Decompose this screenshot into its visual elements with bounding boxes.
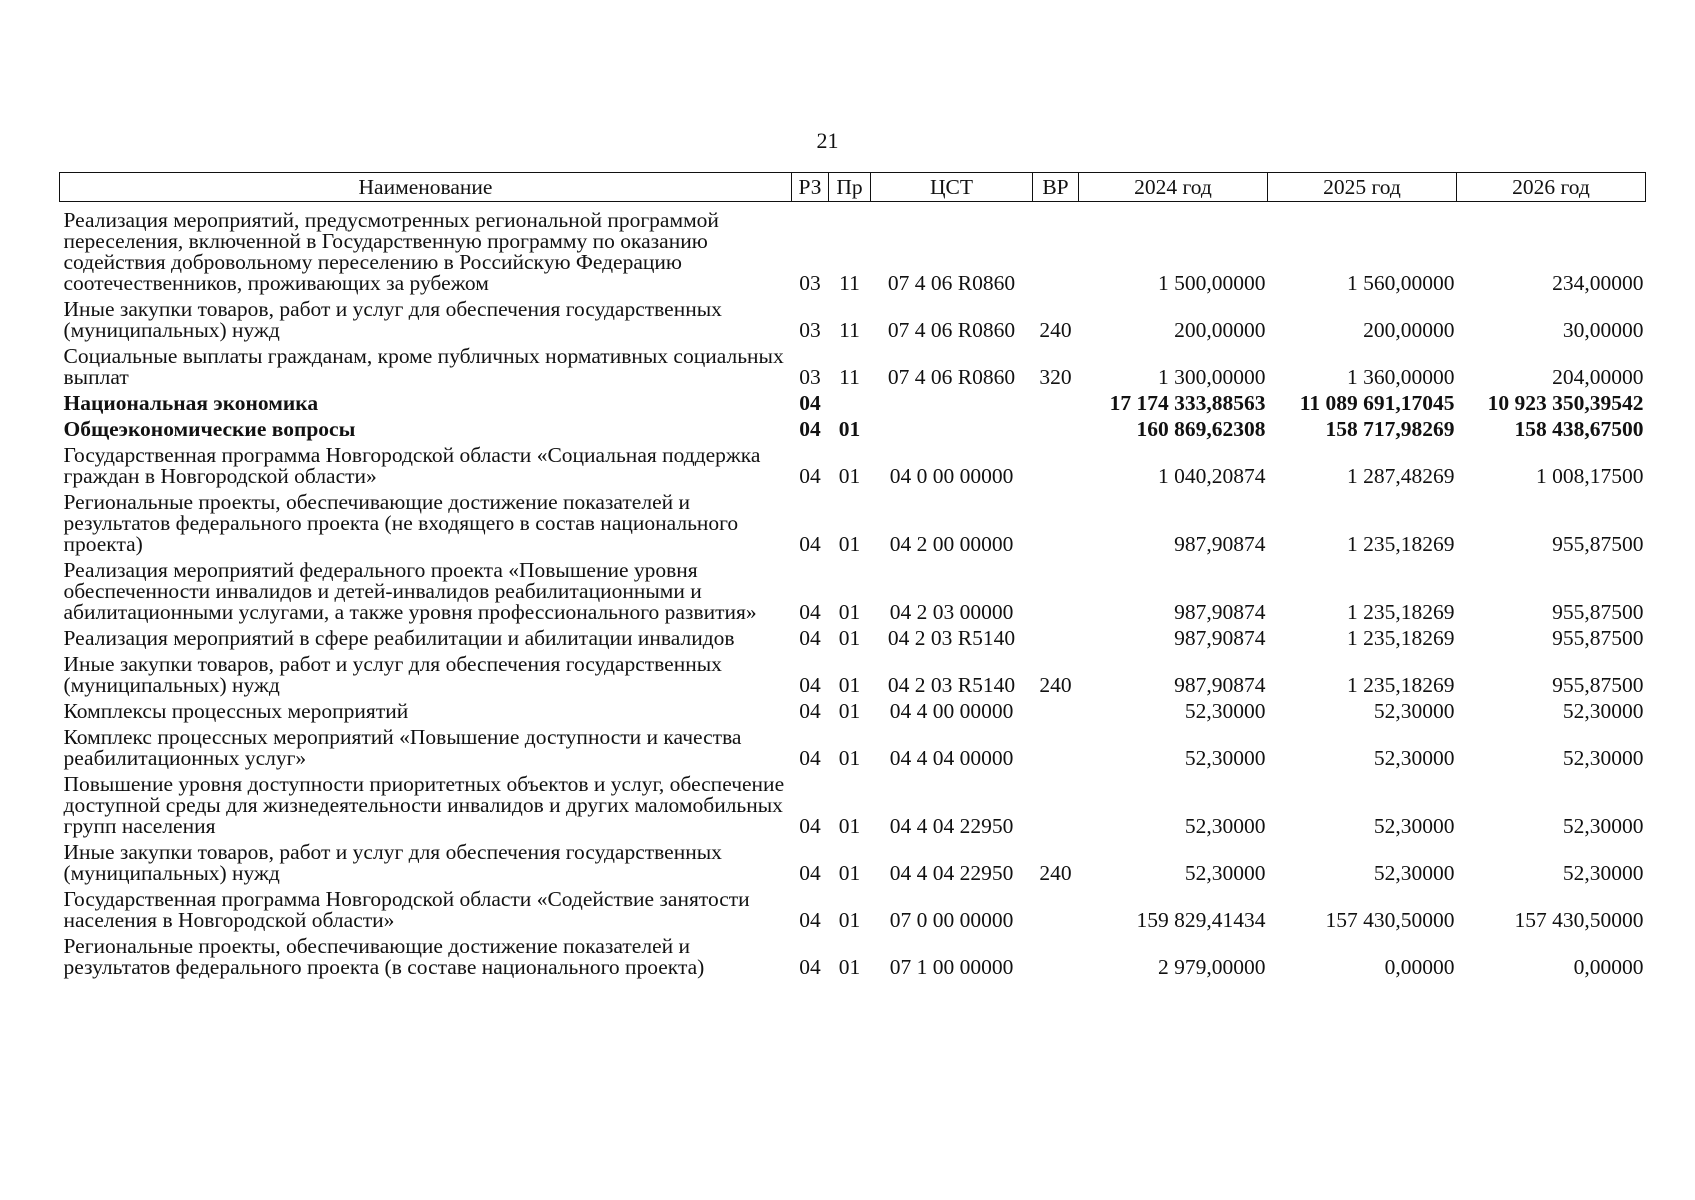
row-pr: 01 — [838, 464, 861, 488]
row-name: Общеэкономические вопросы — [63, 417, 356, 441]
row-rz: 04 — [799, 699, 821, 723]
row-amount-2024: 987,90874 — [1174, 532, 1266, 556]
row-amount-2025: 1 235,18269 — [1347, 673, 1455, 697]
row-rz: 04 — [799, 417, 821, 441]
row-amount-2026: 955,87500 — [1552, 600, 1644, 624]
row-amount-2024: 52,30000 — [1184, 861, 1266, 885]
row-vr: 240 — [1039, 318, 1072, 342]
row-amount-2026: 955,87500 — [1552, 673, 1644, 697]
row-amount-2026: 955,87500 — [1552, 532, 1644, 556]
row-amount-2024: 987,90874 — [1174, 626, 1266, 650]
row-rz: 04 — [799, 464, 821, 488]
row-amount-2026: 234,00000 — [1552, 271, 1644, 295]
row-cst: 04 2 03 R5140 — [887, 626, 1016, 650]
row-pr: 01 — [838, 746, 861, 770]
row-amount-2026: 52,30000 — [1562, 746, 1644, 770]
row-amount-2026: 52,30000 — [1562, 861, 1644, 885]
row-name: Комплекс процессных мероприятий «Повышение доступности и качества реабилитационных услуг» — [63, 725, 742, 770]
table-row — [60, 294, 1646, 341]
table-row — [60, 440, 1646, 487]
row-amount-2025: 1 560,00000 — [1347, 271, 1455, 295]
row-vr: 240 — [1039, 673, 1072, 697]
row-amount-2025: 0,00000 — [1384, 955, 1455, 979]
row-amount-2026: 52,30000 — [1562, 699, 1644, 723]
row-vr — [1033, 769, 1079, 837]
row-pr: 01 — [838, 417, 861, 441]
table-header — [60, 173, 1646, 202]
row-cst: 04 4 04 22950 — [889, 814, 1014, 838]
table-row — [60, 202, 1646, 295]
row-vr: 320 — [1039, 365, 1072, 389]
row-vr — [1033, 884, 1079, 931]
header-pr: Пр — [829, 173, 871, 202]
row-amount-2025: 52,30000 — [1373, 699, 1455, 723]
row-name: Повышение уровня доступности приоритетных объектов и услуг, обеспечение доступной среды для жизнедеятельности инвалидов и других маломобильных групп населения — [63, 772, 785, 838]
row-name: Комплексы процессных мероприятий — [63, 699, 409, 723]
page-number: 21 — [816, 128, 839, 153]
row-rz: 04 — [799, 814, 821, 838]
row-cst: 04 4 00 00000 — [889, 699, 1014, 723]
row-amount-2024: 2 979,00000 — [1158, 955, 1266, 979]
row-vr — [1033, 202, 1079, 295]
row-vr — [1033, 623, 1079, 649]
row-rz: 04 — [799, 626, 821, 650]
row-pr: 01 — [838, 814, 861, 838]
row-vr — [1033, 487, 1079, 555]
row-name: Реализация мероприятий в сфере реабилитации и абилитации инвалидов — [63, 626, 735, 650]
table-row — [60, 555, 1646, 623]
row-vr — [1033, 696, 1079, 722]
row-rz: 03 — [799, 271, 821, 295]
row-amount-2024: 1 040,20874 — [1158, 464, 1266, 488]
row-vr: 240 — [1039, 861, 1072, 885]
table-row — [60, 414, 1646, 440]
row-amount-2024: 52,30000 — [1184, 699, 1266, 723]
row-rz: 04 — [799, 391, 821, 415]
row-name: Иные закупки товаров, работ и услуг для обеспечения государственных (муниципальных) нужд — [63, 652, 722, 697]
row-cst: 07 4 06 R0860 — [887, 271, 1016, 295]
row-cst: 04 4 04 22950 — [889, 861, 1014, 885]
table-row — [60, 931, 1646, 978]
row-vr — [1033, 414, 1079, 440]
row-amount-2025: 1 287,48269 — [1347, 464, 1455, 488]
row-amount-2024: 159 829,41434 — [1136, 908, 1266, 932]
row-name: Реализация мероприятий, предусмотренных региональной программой переселения, включенной в Государственную программу по оказанию содействия добровольному переселению в Российскую Федерацию соотечественников, проживающих за рубежом — [63, 208, 719, 295]
header-2026: 2026 год — [1457, 173, 1646, 202]
row-cst: 07 0 00 00000 — [889, 908, 1014, 932]
row-name: Иные закупки товаров, работ и услуг для обеспечения государственных (муниципальных) нужд — [63, 840, 722, 885]
row-cst: 04 0 00 00000 — [889, 464, 1014, 488]
row-amount-2026: 30,00000 — [1562, 318, 1644, 342]
row-amount-2024: 1 300,00000 — [1158, 365, 1266, 389]
row-amount-2024: 52,30000 — [1184, 746, 1266, 770]
row-cst: 07 1 00 00000 — [889, 955, 1014, 979]
row-amount-2025: 1 360,00000 — [1347, 365, 1455, 389]
row-name: Национальная экономика — [63, 391, 319, 415]
row-name: Иные закупки товаров, работ и услуг для обеспечения государственных (муниципальных) нужд — [63, 297, 722, 342]
table-row — [60, 837, 1646, 884]
row-name: Государственная программа Новгородской области «Содействие занятости населения в Новгородской области» — [63, 887, 750, 932]
row-amount-2025: 52,30000 — [1373, 861, 1455, 885]
row-amount-2025: 52,30000 — [1373, 814, 1455, 838]
row-amount-2025: 1 235,18269 — [1347, 626, 1455, 650]
row-name: Региональные проекты, обеспечивающие достижение показателей и результатов федерального проекта (в составе национального проекта) — [63, 934, 705, 979]
row-cst: 04 2 03 00000 — [889, 600, 1014, 624]
row-amount-2025: 200,00000 — [1363, 318, 1455, 342]
row-pr: 11 — [839, 365, 860, 389]
row-name: Социальные выплаты гражданам, кроме публичных нормативных социальных выплат — [63, 344, 784, 389]
row-rz: 03 — [799, 365, 821, 389]
row-rz: 04 — [799, 532, 821, 556]
row-amount-2024: 200,00000 — [1174, 318, 1266, 342]
row-amount-2025: 1 235,18269 — [1347, 600, 1455, 624]
row-amount-2026: 1 008,17500 — [1536, 464, 1644, 488]
row-rz: 03 — [799, 318, 821, 342]
row-amount-2026: 158 438,67500 — [1514, 417, 1644, 441]
row-amount-2025: 157 430,50000 — [1325, 908, 1455, 932]
table-row — [60, 722, 1646, 769]
row-amount-2026: 52,30000 — [1562, 814, 1644, 838]
row-pr: 11 — [839, 271, 860, 295]
row-name: Региональные проекты, обеспечивающие достижение показателей и результатов федерального проекта (не входящего в состав национального проекта) — [63, 490, 739, 556]
row-pr: 01 — [838, 626, 861, 650]
row-amount-2026: 204,00000 — [1552, 365, 1644, 389]
table-row — [60, 649, 1646, 696]
row-vr — [1033, 388, 1079, 414]
row-cst: 04 2 03 R5140 — [887, 673, 1016, 697]
row-amount-2024: 160 869,62308 — [1136, 417, 1266, 441]
row-cst — [871, 388, 1033, 414]
row-amount-2026: 157 430,50000 — [1514, 908, 1644, 932]
table-body — [60, 202, 1646, 979]
row-rz: 04 — [799, 673, 821, 697]
row-amount-2026: 10 923 350,39542 — [1487, 391, 1644, 415]
row-vr — [1033, 555, 1079, 623]
row-amount-2026: 955,87500 — [1552, 626, 1644, 650]
budget-table — [59, 172, 1646, 978]
header-vr: ВР — [1033, 173, 1079, 202]
header-2025: 2025 год — [1268, 173, 1457, 202]
row-name: Реализация мероприятий федерального проекта «Повышение уровня обеспеченности инвалидов и детей-инвалидов реабилитационными и абилитационными услугами, а также уровня профессионального развития» — [63, 558, 757, 624]
row-amount-2025: 1 235,18269 — [1347, 532, 1455, 556]
row-pr: 01 — [838, 955, 861, 979]
row-cst: 04 2 00 00000 — [889, 532, 1014, 556]
row-amount-2025: 52,30000 — [1373, 746, 1455, 770]
table-row — [60, 769, 1646, 837]
header-name: Наименование — [60, 173, 792, 202]
table-row — [60, 623, 1646, 649]
row-pr: 01 — [838, 699, 861, 723]
row-cst: 07 4 06 R0860 — [887, 318, 1016, 342]
row-amount-2024: 987,90874 — [1174, 600, 1266, 624]
row-vr — [1033, 931, 1079, 978]
table-row — [60, 696, 1646, 722]
row-vr — [1033, 440, 1079, 487]
row-pr: 01 — [838, 908, 861, 932]
header-2024: 2024 год — [1079, 173, 1268, 202]
row-pr: 01 — [838, 861, 861, 885]
row-pr: 01 — [838, 532, 861, 556]
row-amount-2025: 158 717,98269 — [1325, 417, 1455, 441]
row-rz: 04 — [799, 600, 821, 624]
header-cst: ЦСТ — [871, 173, 1033, 202]
row-amount-2025: 11 089 691,17045 — [1299, 391, 1455, 415]
row-cst: 07 4 06 R0860 — [887, 365, 1016, 389]
row-pr — [829, 388, 871, 414]
row-name: Государственная программа Новгородской области «Социальная поддержка граждан в Новгородской области» — [63, 443, 761, 488]
row-rz: 04 — [799, 908, 821, 932]
table-row — [60, 388, 1646, 414]
row-amount-2024: 987,90874 — [1174, 673, 1266, 697]
table-row — [60, 487, 1646, 555]
row-amount-2024: 17 174 333,88563 — [1109, 391, 1266, 415]
row-pr: 01 — [838, 673, 861, 697]
row-rz: 04 — [799, 861, 821, 885]
header-rz: РЗ — [792, 173, 829, 202]
row-amount-2024: 1 500,00000 — [1158, 271, 1266, 295]
table-row — [60, 341, 1646, 388]
row-cst — [871, 414, 1033, 440]
table-row — [60, 884, 1646, 931]
row-rz: 04 — [799, 746, 821, 770]
row-pr: 01 — [838, 600, 861, 624]
row-rz: 04 — [799, 955, 821, 979]
row-amount-2026: 0,00000 — [1573, 955, 1644, 979]
row-cst: 04 4 04 00000 — [889, 746, 1014, 770]
row-amount-2024: 52,30000 — [1184, 814, 1266, 838]
row-pr: 11 — [839, 318, 860, 342]
row-vr — [1033, 722, 1079, 769]
